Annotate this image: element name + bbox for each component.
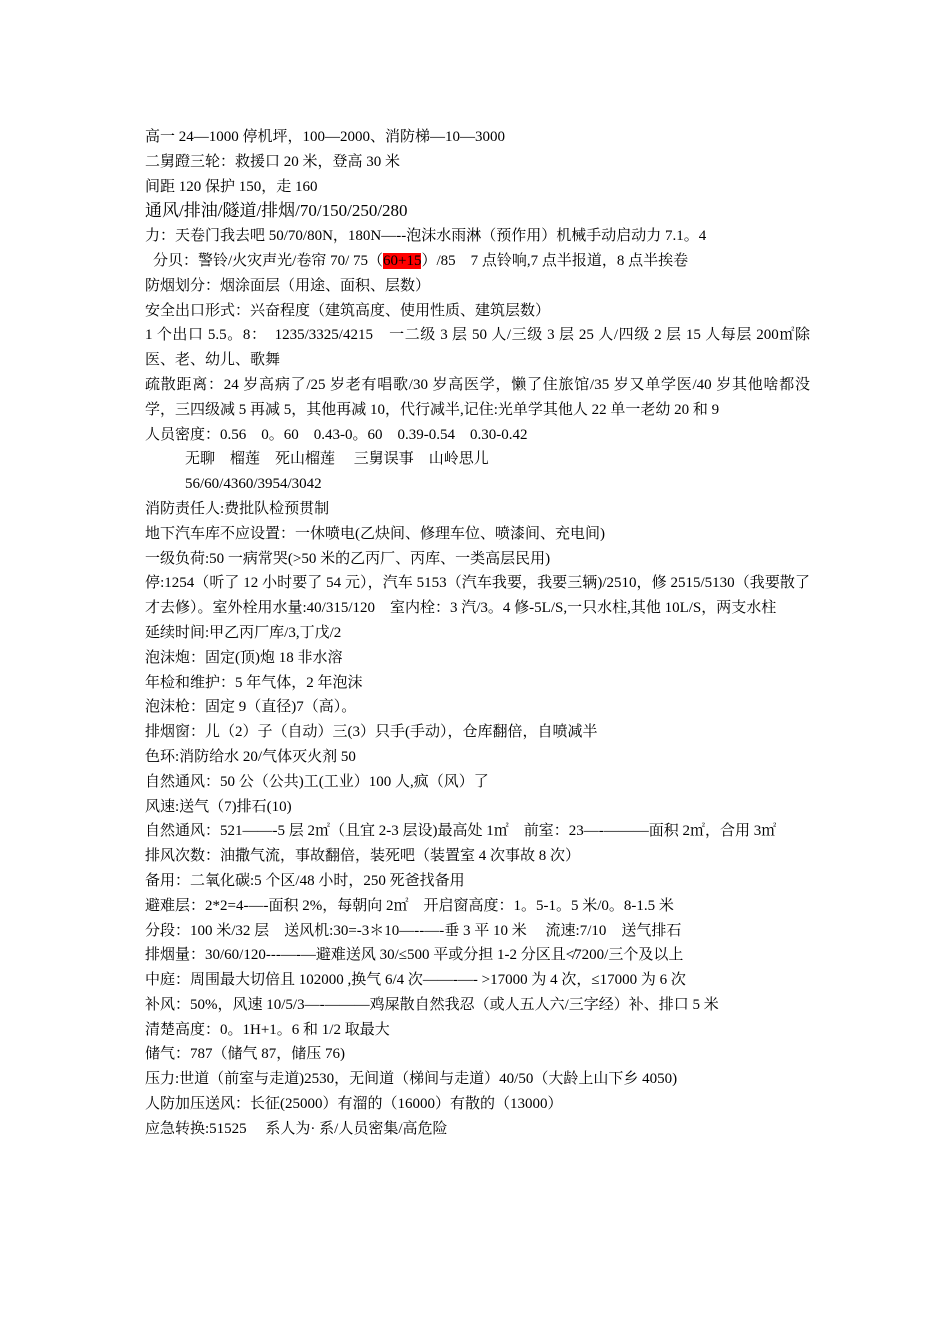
note-line: 延续时间:甲乙丙厂库/3,丁戊/2 xyxy=(145,624,342,641)
note-line: 防烟划分：烟涂面层（用途、面积、层数） xyxy=(145,277,431,294)
note-text: 分贝：警铃/火灾声光/卷帘 70/ 75（ xyxy=(153,252,384,269)
note-line: 补风：50%，风速 10/5/3—-———鸡屎散自然我忍（或人五人六/三字经）补、排口 5 米 xyxy=(145,996,719,1013)
note-line: 人员密度：0.56 0。60 0.43-0。60 0.39-0.54 0.30-0.42 xyxy=(145,426,528,443)
note-line: 应急转换:51525 系人为· 系/人员密集/高危险 xyxy=(145,1120,448,1137)
note-line: 消防责任人:费批队检预贯制 xyxy=(145,500,330,517)
note-line: 人防加压送风：长征(25000）有溜的（16000）有散的（13000） xyxy=(145,1096,563,1113)
note-line: 备用：二氧化碳:5 个区/48 小时，250 死爸找备用 xyxy=(145,872,465,889)
note-line: 高一 24—1000 停机坪，100—2000、消防梯—10—3000 xyxy=(145,129,506,145)
note-paragraph: 自然通风：521——-5 层 2㎡（且宜 2-3 层设)最高处 1㎡ 前室：23—-———面积 2㎡，合用 3㎡ xyxy=(145,823,777,840)
note-paragraph: 疏散距离：24 岁高病了/25 岁老有唱歌/30 岁高医学，懒了住旅馆/35 岁又单学医/40 岁其他啥都没学，三四级减 5 再减 5，其他再减 10，代行减半,记住:光单学其他人 22 单一老幼 20 和 9 xyxy=(145,376,810,418)
note-line: 无聊 榴莲 死山榴莲 三舅误事 山岭思儿 xyxy=(185,451,489,468)
note-paragraph: 1 个出口 5.5。8： 1235/3325/4215 一二级 3 层 50 人/三级 3 层 25 人/四级 2 层 15 人每层 200㎡除医、老、幼儿、歌舞 xyxy=(145,327,810,369)
note-line: 清楚高度：0。1H+1。6 和 1/2 取最大 xyxy=(145,1021,390,1038)
note-line: 二舅蹬三轮：救援口 20 米，登高 30 米 xyxy=(145,153,401,170)
note-line-decibel xyxy=(145,249,810,274)
note-line: 避难层：2*2=4-—-面积 2%，每朝向 2㎡ 开启窗高度：1。5-1。5 米/0。8-1.5 米 xyxy=(145,897,674,914)
note-line: 排风次数：油撒气流，事故翻倍，装死吧（装置室 4 次事故 8 次） xyxy=(145,848,581,865)
note-paragraph: 停:1254（听了 12 小时要了 54 元），汽车 5153（汽车我要，我要三辆)/2510，修 2515/5130（我要散了才去修）。室外栓用水量:40/315/120 室内栓：3 汽/3。4 修-5L/S,一只水柱,其他 10L/S，两支水柱 xyxy=(145,575,810,617)
note-line: 泡沫枪：固定 9（直径)7（高）。 xyxy=(145,699,357,716)
note-line: 分段：100 米/32 层 送风机:30=-3＊10—--—-垂 3 平 10 米 流速:7/10 送气排石 xyxy=(145,922,682,939)
note-line: 年检和维护：5 年气体，2 年泡沫 xyxy=(145,674,363,691)
note-line: 中庭：周围最大切倍且 102000 ,换气 6/4 次——-—- >17000 为 4 次，≤17000 为 6 次 xyxy=(145,972,686,989)
note-line: 自然通风：50 公（公共)工(工业）100 人,疯（风）了 xyxy=(145,773,489,790)
note-line: 储气：787（储气 87，储压 76) xyxy=(145,1046,345,1063)
note-line: 风速:送气（7)排石(10) xyxy=(145,798,292,815)
note-line: 间距 120 保护 150，走 160 xyxy=(145,178,318,195)
note-line: 地下汽车库不应设置：一休喷电(乙炔间、修理车位、喷漆间、充电间) xyxy=(145,525,605,542)
note-line: 安全出口形式：兴奋程度（建筑高度、使用性质、建筑层数） xyxy=(145,302,551,319)
note-text: ）/85 7 点铃响,7 点半报道，8 点半挨卷 xyxy=(421,252,689,269)
note-line: 一级负荷:50 一病常哭(>50 米的乙丙厂、丙库、一类高层民用) xyxy=(145,550,551,567)
note-line: 泡沫炮：固定(顶)炮 18 非水溶 xyxy=(145,649,343,666)
note-line: 排烟窗：儿（2）子（自动）三(3）只手(手动），仓库翻倍，自喷减半 xyxy=(145,724,598,741)
document-body xyxy=(145,125,810,1142)
note-line: 排烟量：30/60/120---—-—避难送风 30/≤500 平或分担 1-2 分区且≮7200/三个及以上 xyxy=(145,947,684,964)
note-line: 通风/排油/隧道/排烟/70/150/250/280 xyxy=(145,201,408,221)
highlighted-text: 60+15 xyxy=(383,252,422,269)
note-line: 力：天卷门我去吧 50/70/80N，180N—--泡沫水雨淋（预作用）机械手动启动力 7.1。4 xyxy=(145,228,707,245)
note-line: 压力:世道（前室与走道)2530，无间道（梯间与走道）40/50（大龄上山下乡 4050) xyxy=(145,1071,678,1088)
note-line: 色环:消防给水 20/气体灭火剂 50 xyxy=(145,748,356,765)
note-line: 56/60/4360/3954/3042 xyxy=(185,476,322,493)
